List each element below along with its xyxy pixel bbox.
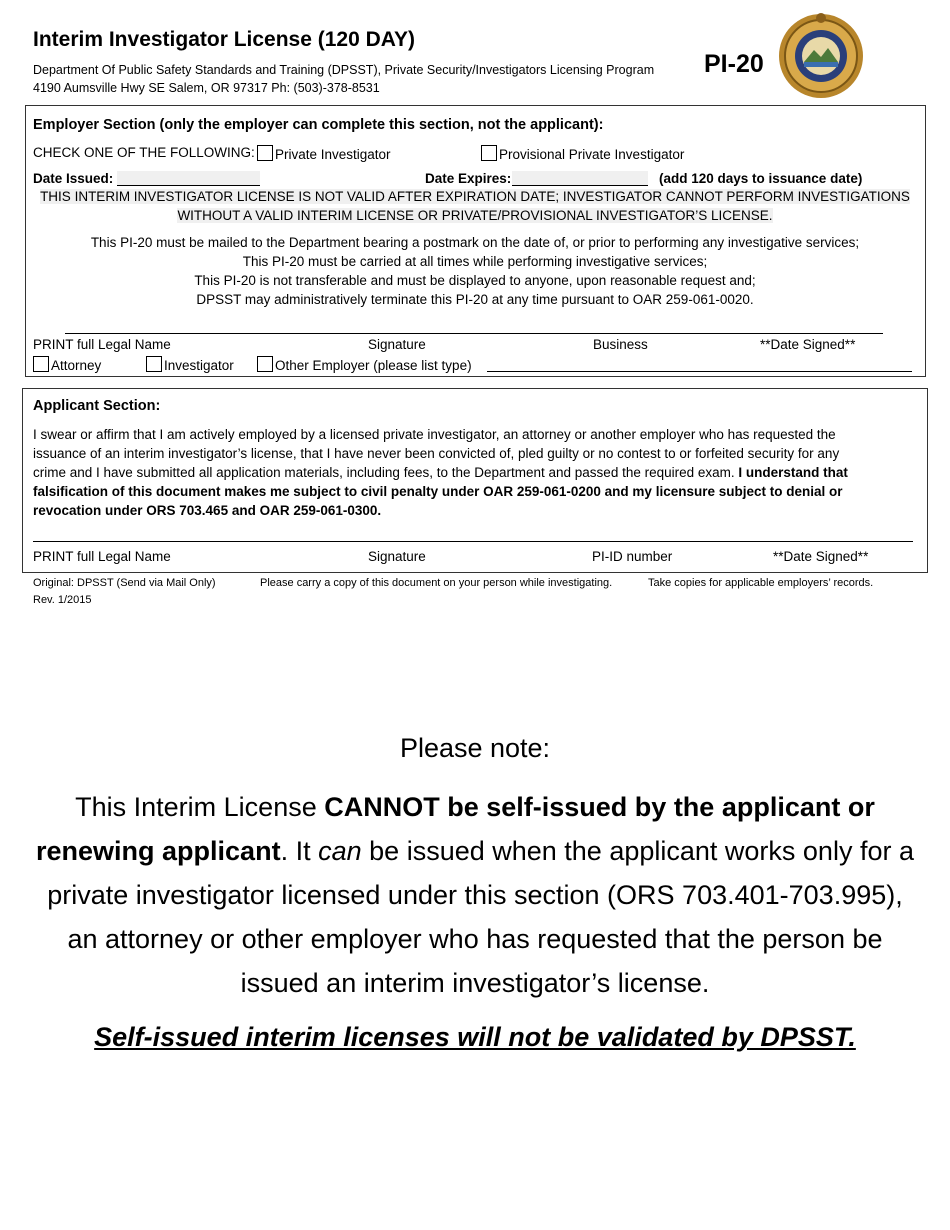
date-issued-label: Date Issued: — [33, 171, 114, 186]
applicant-signature-line[interactable] — [33, 541, 913, 542]
date-issued-field[interactable] — [117, 171, 260, 186]
provisional-investigator-option[interactable] — [481, 145, 684, 162]
investigator-label: Investigator — [164, 358, 234, 373]
applicant-col-pid: PI-ID number — [592, 549, 673, 564]
footer-revision: Rev. 1/2015 — [33, 594, 92, 606]
affirmation-line: issuance of an interim investigator’s license, that I have never been convicted of, pled guilty or no contest to or forfeited security for any — [33, 446, 840, 461]
employer-signature-line[interactable] — [65, 333, 883, 334]
attorney-option[interactable] — [33, 356, 101, 373]
other-employer-label: Other Employer (please list type) — [275, 358, 472, 373]
investigator-checkbox[interactable] — [146, 356, 162, 372]
footer-carry: Please carry a copy of this document on your person while investigating. — [260, 577, 613, 589]
other-employer-checkbox[interactable] — [257, 356, 273, 372]
form-title: Interim Investigator License (120 DAY) — [33, 28, 416, 51]
employer-col-signature: Signature — [368, 337, 426, 352]
affirmation-line: falsification of this document makes me subject to civil penalty under OAR 259-061-0200 and my licensure subject to denial or — [33, 484, 843, 499]
affirmation-line: crime and I have submitted all application materials, including fees, to the Department and passed the required exam. I understand that — [33, 465, 848, 480]
rule-carry: This PI-20 must be carried at all times while performing investigative services; — [242, 254, 708, 269]
applicant-col-signature: Signature — [368, 549, 426, 564]
employer-col-business: Business — [593, 337, 648, 352]
note-final-warning: Self-issued interim licenses will not be validated by DPSST. — [94, 1022, 856, 1052]
employer-heading: Employer Section (only the employer can complete this section, not the applicant): — [33, 117, 604, 133]
applicant-heading: Applicant Section: — [33, 398, 161, 414]
department-line: Department Of Public Safety Standards and Training (DPSST), Private Security/Investigators Licensing Program — [33, 63, 655, 77]
footer-copies: Take copies for applicable employers’ records. — [648, 577, 874, 589]
note-paragraph: This Interim License CANNOT be self-issued by the applicant or renewing applicant. It can be issued when the applicant works only for a private investigator licensed under this section (ORS 703.401-703.995), an attorney or other employer who has requested that the person be issued an interim investigator’s license. — [36, 792, 914, 998]
warning-line-1: THIS INTERIM INVESTIGATOR LICENSE IS NOT VALID AFTER EXPIRATION DATE; INVESTIGATOR CANNOT PERFORM INVESTIGATIONS — [40, 189, 910, 204]
private-investigator-label: Private Investigator — [275, 147, 391, 162]
date-expires-field[interactable] — [512, 171, 648, 186]
other-employer-option[interactable] — [257, 356, 472, 373]
affirmation-line: I swear or affirm that I am actively employed by a licensed private investigator, an attorney or another employer who has requested the — [33, 427, 836, 442]
applicant-col-name: PRINT full Legal Name — [33, 549, 171, 564]
employer-col-name: PRINT full Legal Name — [33, 337, 171, 352]
private-investigator-option[interactable] — [257, 145, 391, 162]
rule-mail: This PI-20 must be mailed to the Department bearing a postmark on the date of, or prior to performing any investigative services; — [90, 235, 860, 250]
attorney-checkbox[interactable] — [33, 356, 49, 372]
note-heading: Please note: — [399, 733, 551, 763]
applicant-affirmation — [33, 425, 903, 520]
other-employer-type-field[interactable] — [487, 371, 912, 372]
private-investigator-checkbox[interactable] — [257, 145, 273, 161]
add-days-note: (add 120 days to issuance date) — [659, 171, 863, 186]
applicant-col-date: **Date Signed** — [773, 549, 869, 564]
date-expires-label: Date Expires: — [425, 171, 512, 186]
attorney-label: Attorney — [51, 358, 102, 373]
rule-display: This PI-20 is not transferable and must be displayed to anyone, upon reasonable request and; — [194, 273, 756, 288]
provisional-investigator-label: Provisional Private Investigator — [499, 147, 685, 162]
rule-terminate: DPSST may administratively terminate this PI-20 at any time pursuant to OAR 259-061-0020. — [196, 292, 754, 307]
provisional-investigator-checkbox[interactable] — [481, 145, 497, 161]
address-line: 4190 Aumsville Hwy SE Salem, OR 97317 Ph: (503)-378-8531 — [33, 81, 380, 95]
employer-col-date: **Date Signed** — [760, 337, 856, 352]
warning-line-2: WITHOUT A VALID INTERIM LICENSE OR PRIVATE/PROVISIONAL INVESTIGATOR’S LICENSE. — [177, 208, 773, 223]
check-one-label: CHECK ONE OF THE FOLLOWING: — [33, 145, 255, 160]
investigator-option[interactable] — [146, 356, 234, 373]
footer-original: Original: DPSST (Send via Mail Only) — [33, 577, 216, 589]
dpsst-seal-icon — [778, 10, 864, 102]
form-code: PI-20 — [704, 50, 764, 78]
affirmation-line: revocation under ORS 703.465 and OAR 259-061-0300. — [33, 503, 382, 518]
